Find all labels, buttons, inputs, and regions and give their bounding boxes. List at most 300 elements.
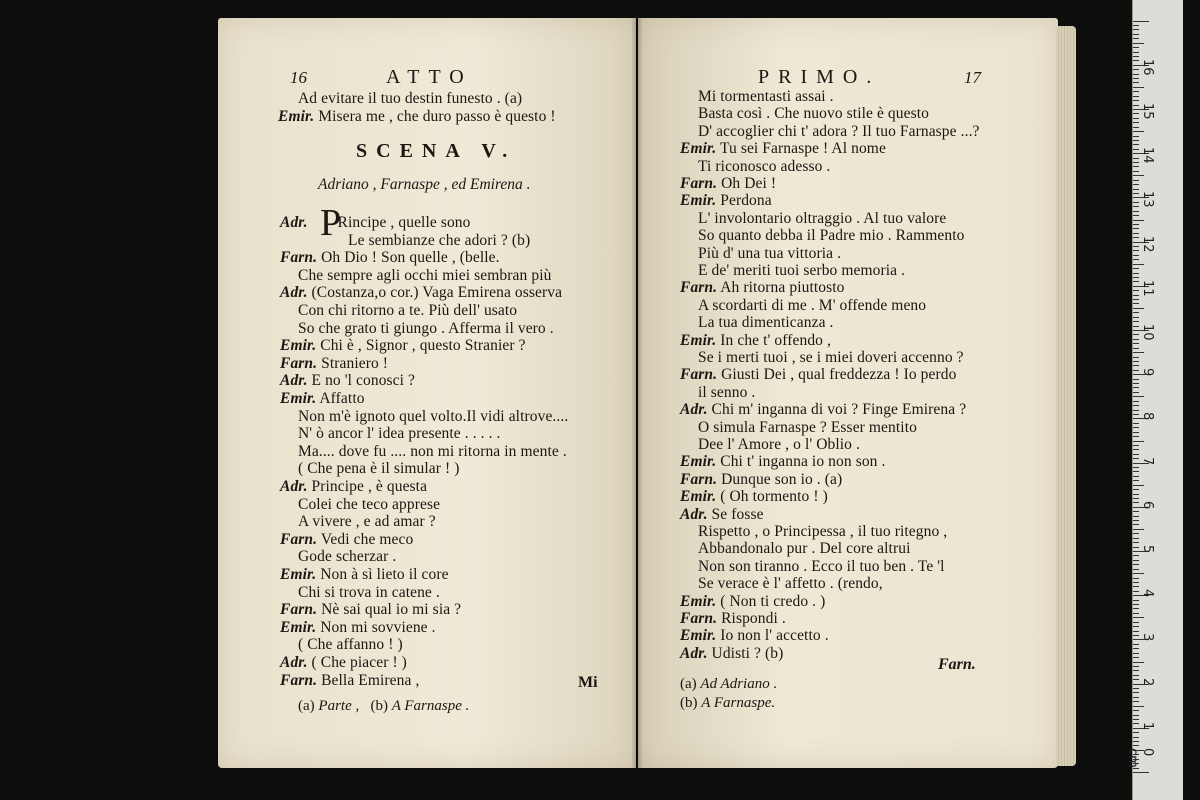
catchword: Mi bbox=[578, 674, 598, 691]
book-gutter bbox=[632, 18, 642, 768]
ruler-tick bbox=[1133, 184, 1139, 185]
speaker-label: Adr. bbox=[680, 401, 708, 419]
verse-text: Abbandonalo pur . Del core altrui bbox=[698, 540, 911, 558]
verse-text: Vedi che meco bbox=[320, 530, 414, 548]
ruler-tick bbox=[1133, 427, 1139, 428]
verse-text: ( Che piacer ! ) bbox=[311, 654, 407, 671]
text-line bbox=[280, 619, 436, 637]
ruler-tick bbox=[1133, 410, 1139, 411]
text-line bbox=[698, 105, 929, 123]
ruler-tick bbox=[1133, 250, 1139, 251]
ruler-number: 16 bbox=[1140, 58, 1155, 76]
ruler-tick bbox=[1133, 56, 1139, 57]
speaker-label: Adr. bbox=[280, 478, 308, 495]
ruler-tick bbox=[1133, 670, 1139, 671]
text-line bbox=[298, 425, 501, 443]
speaker-label: Adr. bbox=[280, 284, 308, 302]
ruler-tick bbox=[1133, 233, 1139, 234]
speaker-label: Farn. bbox=[680, 470, 718, 488]
speaker-label: Emir. bbox=[680, 488, 717, 506]
ruler-tick bbox=[1133, 47, 1139, 48]
ruler-tick bbox=[1133, 445, 1139, 446]
ruler-tick bbox=[1133, 321, 1139, 322]
verse-text: ( Che pena è il simular ! ) bbox=[298, 460, 460, 478]
ruler-tick bbox=[1133, 613, 1139, 614]
ruler-tick bbox=[1133, 622, 1139, 623]
page-number: 17 bbox=[964, 68, 981, 87]
ruler-tick bbox=[1133, 295, 1139, 296]
speaker-label: Farn. bbox=[680, 366, 718, 384]
ruler-tick bbox=[1133, 533, 1139, 534]
ruler-tick bbox=[1133, 662, 1144, 663]
ruler-tick bbox=[1133, 118, 1139, 119]
ruler-tick bbox=[1133, 591, 1139, 592]
ruler-tick bbox=[1133, 732, 1139, 733]
ruler-tick bbox=[1133, 423, 1139, 424]
ruler-tick bbox=[1133, 441, 1144, 442]
scene-characters: Adriano , Farnaspe , ed Emirena . bbox=[318, 176, 531, 193]
speaker-label: Emir. bbox=[680, 453, 717, 471]
ruler-tick bbox=[1133, 578, 1139, 579]
text-line bbox=[698, 227, 965, 245]
ruler-tick bbox=[1133, 723, 1139, 724]
text-line bbox=[280, 566, 449, 584]
text-line bbox=[698, 297, 926, 315]
text-line bbox=[680, 279, 845, 297]
ruler-tick bbox=[1133, 69, 1139, 70]
ruler-tick bbox=[1133, 38, 1139, 39]
drop-cap: P bbox=[320, 202, 342, 244]
verse-text: Ti riconosco adesso . bbox=[698, 157, 831, 175]
ruler-tick bbox=[1133, 569, 1139, 570]
text-line bbox=[680, 488, 828, 506]
measuring-ruler bbox=[1125, 0, 1183, 800]
ruler-tick bbox=[1133, 688, 1139, 689]
right-page bbox=[638, 18, 1058, 768]
ruler-tick bbox=[1133, 113, 1139, 114]
text-line bbox=[298, 408, 568, 426]
speaker-label: Farn. bbox=[280, 354, 318, 372]
scene-title: SCENA V. bbox=[356, 140, 517, 162]
text-line bbox=[698, 210, 946, 228]
ruler-number: 13 bbox=[1140, 191, 1155, 208]
ruler-tick bbox=[1133, 586, 1139, 587]
ruler-tick bbox=[1133, 675, 1139, 676]
verse-text: Mi tormentasti assai . bbox=[698, 88, 834, 105]
ruler-tick bbox=[1133, 259, 1139, 260]
ruler-tick bbox=[1133, 166, 1139, 167]
ruler-tick bbox=[1133, 334, 1139, 335]
text-line bbox=[680, 593, 825, 611]
verse-text: Nè sai qual io mi sia ? bbox=[321, 601, 462, 619]
ruler-tick bbox=[1133, 246, 1139, 247]
verse-text: Non son tiranno . Ecco il tuo ben . Te 'l bbox=[698, 557, 945, 575]
speaker-label: Adr. bbox=[280, 372, 308, 390]
ruler-number: 14 bbox=[1140, 147, 1155, 164]
speaker-label: Emir. bbox=[680, 331, 717, 349]
ruler-tick bbox=[1133, 264, 1144, 265]
verse-text: N' ò ancor l' idea presente . . . . . bbox=[298, 425, 501, 443]
ruler-tick bbox=[1133, 582, 1139, 583]
ruler-tick bbox=[1133, 357, 1139, 358]
verse-text: E no 'l conosci ? bbox=[311, 372, 416, 390]
text-line bbox=[298, 320, 554, 338]
ruler-tick bbox=[1133, 511, 1139, 512]
text-line bbox=[698, 558, 945, 576]
verse-text: Dee l' Amore , o l' Oblio . bbox=[698, 436, 860, 453]
speaker-label: Farn. bbox=[680, 610, 718, 627]
ruler-tick bbox=[1133, 604, 1139, 605]
ruler-tick bbox=[1133, 189, 1139, 190]
text-line bbox=[280, 249, 500, 267]
verse-text: Chi t' inganna io non son . bbox=[720, 453, 886, 471]
ruler-tick bbox=[1133, 34, 1139, 35]
ruler-tick bbox=[1133, 608, 1139, 609]
verse-text: Ah ritorna piuttosto bbox=[720, 279, 845, 297]
ruler-tick bbox=[1133, 715, 1139, 716]
text-line bbox=[698, 436, 860, 454]
verse-text: O simula Farnaspe ? Esser mentito bbox=[698, 418, 917, 436]
verse-text: L' involontario oltraggio . Al tuo valore bbox=[698, 209, 947, 227]
verse-text: Rincipe , quelle sono bbox=[337, 214, 471, 231]
verse-text: D' accoglier chi t' adora ? Il tuo Farnaspe ...? bbox=[698, 122, 980, 140]
speaker-label: Emir. bbox=[280, 337, 317, 355]
text-line bbox=[698, 540, 910, 558]
verse-text: So che grato ti giungo . Afferma il vero . bbox=[298, 319, 554, 337]
ruler-tick bbox=[1133, 361, 1139, 362]
text-line bbox=[698, 349, 964, 367]
verse-text: E de' meriti tuoi serbo memoria . bbox=[698, 262, 906, 279]
verse-text: Oh Dei ! bbox=[721, 175, 777, 192]
ruler-tick bbox=[1133, 379, 1139, 380]
verse-text: So quanto debba il Padre mio . Rammento bbox=[698, 227, 965, 245]
ruler-tick bbox=[1133, 644, 1139, 645]
verse-text: Che sempre agli occhi miei sembran più bbox=[298, 266, 552, 284]
ruler-tick bbox=[1133, 268, 1139, 269]
ruler-tick bbox=[1133, 171, 1139, 172]
text-line bbox=[280, 654, 407, 672]
verse-text: Non mi sovviene . bbox=[320, 618, 436, 636]
verse-text: Se fosse bbox=[711, 505, 764, 523]
ruler-tick bbox=[1133, 635, 1139, 636]
text-line bbox=[680, 610, 786, 628]
ruler-tick bbox=[1133, 149, 1139, 150]
speaker-label: Adr. bbox=[280, 654, 308, 671]
text-line bbox=[698, 158, 830, 176]
text-line bbox=[280, 390, 365, 408]
verse-text: Affatto bbox=[319, 390, 365, 407]
ruler-tick bbox=[1133, 392, 1139, 393]
verse-text: Colei che teco apprese bbox=[298, 495, 441, 513]
ruler-tick bbox=[1133, 564, 1139, 565]
ruler-tick bbox=[1133, 648, 1139, 649]
ruler-number: 1 bbox=[1140, 721, 1155, 731]
speaker-label: Emir. bbox=[680, 192, 717, 210]
verse-text: Chi m' inganna di voi ? Finge Emirena ? bbox=[711, 401, 967, 419]
text-line bbox=[680, 627, 829, 645]
ruler-tick bbox=[1133, 436, 1139, 437]
footnote: (a) Ad Adriano . bbox=[680, 676, 778, 692]
ruler-tick bbox=[1133, 737, 1139, 738]
speaker-label: Farn. bbox=[680, 175, 718, 192]
text-line: Ad evitare il tuo destin funesto . (a) bbox=[298, 90, 523, 107]
speaker-label: Emir. bbox=[680, 140, 717, 158]
ruler-tick bbox=[1133, 697, 1139, 698]
ruler-number: 2 bbox=[1140, 677, 1155, 686]
text-line bbox=[680, 175, 776, 193]
verse-text: A scordarti di me . M' offende meno bbox=[698, 296, 927, 314]
verse-text: ( Che affanno ! ) bbox=[298, 636, 403, 654]
ruler-tick bbox=[1133, 396, 1144, 397]
ruler-number: 7 bbox=[1140, 456, 1155, 465]
ruler-tick bbox=[1133, 273, 1139, 274]
ruler-tick bbox=[1133, 524, 1139, 525]
ruler-tick bbox=[1133, 547, 1139, 548]
text-line bbox=[680, 506, 764, 524]
ruler-tick bbox=[1133, 281, 1139, 282]
text-line bbox=[298, 496, 440, 514]
ruler-tick bbox=[1133, 476, 1139, 477]
text-line bbox=[280, 337, 526, 355]
ruler-tick bbox=[1133, 224, 1139, 225]
ruler-number: 9 bbox=[1140, 368, 1155, 377]
verse-text: Bella Emirena , bbox=[321, 671, 420, 689]
verse-text: Straniero ! bbox=[321, 354, 389, 372]
ruler-number: 5 bbox=[1140, 545, 1155, 554]
ruler-number: 6 bbox=[1140, 500, 1155, 510]
ruler-tick bbox=[1133, 352, 1144, 353]
text-line bbox=[698, 419, 917, 437]
speaker-label: Farn. bbox=[280, 671, 318, 689]
verse-text: In che t' offendo , bbox=[720, 331, 831, 349]
ruler-tick bbox=[1133, 43, 1144, 44]
text-line bbox=[698, 245, 841, 263]
ruler-tick bbox=[1133, 401, 1139, 402]
ruler-tick bbox=[1133, 498, 1139, 499]
verse-text: ( Non ti credo . ) bbox=[720, 592, 826, 610]
ruler-tick bbox=[1133, 193, 1139, 194]
text-line bbox=[698, 523, 947, 541]
ruler-tick bbox=[1133, 502, 1139, 503]
verse-text: Se verace è l' affetto . (rendo, bbox=[698, 575, 883, 593]
ruler-tick bbox=[1133, 206, 1139, 207]
ruler-number: 12 bbox=[1140, 235, 1155, 253]
ruler-tick bbox=[1133, 74, 1139, 75]
speaker-label: Emir. bbox=[680, 627, 717, 645]
text-line bbox=[298, 460, 460, 478]
verse-text: Non m'è ignoto quel volto.Il vidi altrove.... bbox=[298, 407, 569, 425]
speaker-label: Emir. bbox=[680, 592, 717, 610]
ruler-tick bbox=[1133, 449, 1139, 450]
text-line bbox=[680, 401, 966, 419]
ruler-tick bbox=[1133, 692, 1139, 693]
ruler-tick bbox=[1133, 339, 1139, 340]
text-line bbox=[298, 513, 436, 531]
ruler-tick bbox=[1133, 719, 1139, 720]
ruler-tick bbox=[1133, 387, 1139, 388]
verse-text: Rispondi . bbox=[721, 610, 786, 627]
ruler-tick bbox=[1133, 175, 1144, 176]
ruler-tick bbox=[1133, 405, 1139, 406]
footnote: (a) Parte , (b) A Farnaspe . bbox=[298, 698, 470, 714]
ruler-number: 4 bbox=[1140, 589, 1155, 598]
text-line: Emir. Misera me , che duro passo è questo ! bbox=[278, 108, 556, 125]
text-line bbox=[280, 372, 415, 390]
text-line bbox=[680, 453, 885, 471]
verse-text: (Costanza,o cor.) Vaga Emirena osserva bbox=[311, 284, 563, 302]
ruler-tick bbox=[1133, 370, 1139, 371]
text-line bbox=[680, 366, 956, 384]
verse-text: Con chi ritorno a te. Più dell' usato bbox=[298, 302, 518, 319]
text-line bbox=[680, 192, 772, 210]
ruler-tick bbox=[1133, 277, 1139, 278]
ruler-tick bbox=[1133, 489, 1139, 490]
ruler-tick bbox=[1133, 653, 1139, 654]
text-line bbox=[698, 314, 834, 332]
speaker-label: Farn. bbox=[280, 249, 318, 267]
ruler-tick bbox=[1133, 52, 1139, 53]
verse-text: La tua dimenticanza . bbox=[698, 314, 834, 332]
ruler-tick bbox=[1133, 679, 1139, 680]
text-line bbox=[280, 284, 562, 302]
ruler-tick bbox=[1133, 87, 1144, 88]
text-line bbox=[280, 214, 471, 232]
ruler-tick bbox=[1133, 480, 1139, 481]
text-line bbox=[280, 601, 461, 619]
text-line bbox=[298, 636, 403, 654]
ruler-tick bbox=[1133, 326, 1139, 327]
speaker-label: Farn. bbox=[280, 601, 318, 619]
verse-text: il senno . bbox=[698, 383, 756, 401]
ruler-tick bbox=[1133, 127, 1139, 128]
ruler-tick bbox=[1133, 60, 1139, 61]
verse-text: Ma.... dove fu .... non mi ritorna in mente . bbox=[298, 442, 567, 460]
text-line bbox=[680, 471, 842, 489]
text-line bbox=[298, 267, 551, 285]
verse-text: Basta così . Che nuovo stile è questo bbox=[698, 105, 930, 123]
ruler-tick bbox=[1133, 180, 1139, 181]
ruler-tick bbox=[1133, 140, 1139, 141]
footnote: (b) A Farnaspe. bbox=[680, 695, 776, 711]
ruler-tick bbox=[1133, 701, 1139, 702]
ruler-tick bbox=[1133, 29, 1139, 30]
ruler-tick bbox=[1133, 617, 1144, 618]
verse-text: ( Oh tormento ! ) bbox=[720, 488, 828, 506]
catchword: Farn. bbox=[938, 656, 976, 673]
ruler-tick bbox=[1133, 365, 1139, 366]
speaker-label: Adr. bbox=[280, 214, 308, 231]
text-line bbox=[680, 645, 783, 663]
ruler-tick bbox=[1133, 454, 1139, 455]
ruler-tick bbox=[1133, 303, 1139, 304]
ruler-tick bbox=[1133, 414, 1139, 415]
verse-text: Perdona bbox=[720, 192, 772, 210]
ruler-tick bbox=[1133, 538, 1139, 539]
ruler-tick bbox=[1133, 215, 1139, 216]
left-page bbox=[218, 18, 636, 768]
ruler-tick bbox=[1133, 432, 1139, 433]
ruler-tick bbox=[1133, 312, 1139, 313]
verse-text: Oh Dio ! Son quelle , (belle. bbox=[321, 249, 500, 267]
ruler-tick bbox=[1133, 600, 1139, 601]
ruler-tick bbox=[1133, 237, 1139, 238]
ruler-tick bbox=[1133, 573, 1144, 574]
text-line bbox=[280, 355, 388, 373]
text-line bbox=[348, 232, 530, 250]
ruler-tick bbox=[1133, 516, 1139, 517]
ruler-tick bbox=[1133, 343, 1139, 344]
page-edges bbox=[1056, 26, 1076, 766]
text-line bbox=[280, 672, 419, 690]
text-line bbox=[298, 584, 440, 602]
ruler-tick bbox=[1133, 220, 1144, 221]
verse-text: Tu sei Farnaspe ! Al nome bbox=[719, 140, 886, 158]
verse-text: Udisti ? (b) bbox=[711, 644, 784, 662]
ruler-tick bbox=[1133, 105, 1139, 106]
ruler-tick bbox=[1133, 471, 1139, 472]
ruler-number: 15 bbox=[1140, 103, 1155, 120]
ruler-tick bbox=[1133, 144, 1139, 145]
ruler-tick bbox=[1133, 529, 1144, 530]
ruler-tick bbox=[1133, 91, 1139, 92]
text-line bbox=[698, 262, 905, 280]
ruler-tick bbox=[1133, 122, 1139, 123]
ruler-tick bbox=[1133, 666, 1139, 667]
ruler-tick bbox=[1133, 136, 1139, 137]
ruler-tick bbox=[1133, 467, 1139, 468]
ruler-tick bbox=[1133, 348, 1139, 349]
verse-text: Le sembianze che adori ? (b) bbox=[348, 231, 531, 249]
text-line bbox=[280, 531, 413, 549]
ruler-tick bbox=[1133, 485, 1144, 486]
speaker-label: Farn. bbox=[680, 279, 718, 297]
ruler-unit-label: 0 cm bbox=[1125, 748, 1155, 768]
text-line bbox=[698, 384, 755, 402]
ruler-tick bbox=[1133, 710, 1139, 711]
ruler-tick bbox=[1133, 162, 1139, 163]
ruler-tick bbox=[1133, 741, 1139, 742]
ruler-tick bbox=[1133, 631, 1139, 632]
ruler-number: 3 bbox=[1140, 633, 1155, 642]
ruler-tick bbox=[1133, 290, 1139, 291]
verse-text: Chi si trova in catene . bbox=[298, 583, 440, 601]
ruler-tick bbox=[1133, 520, 1139, 521]
speaker-label: Farn. bbox=[280, 530, 318, 548]
ruler-number: 11 bbox=[1140, 279, 1155, 297]
verse-text: Giusti Dei , qual freddezza ! Io perdo bbox=[721, 366, 957, 384]
ruler-tick bbox=[1133, 228, 1139, 229]
speaker-label: Emir. bbox=[280, 566, 317, 583]
ruler-tick bbox=[1133, 25, 1139, 26]
ruler-tick bbox=[1133, 542, 1139, 543]
text-line bbox=[280, 478, 427, 496]
running-head: PRIMO. bbox=[758, 66, 881, 88]
verse-text: Gode scherzar . bbox=[298, 548, 397, 566]
ruler-tick bbox=[1133, 158, 1139, 159]
ruler-tick bbox=[1133, 657, 1139, 658]
verse-text: Dunque son io . (a) bbox=[721, 470, 843, 488]
page-number: 16 bbox=[290, 68, 307, 87]
open-book bbox=[218, 18, 1076, 778]
speaker-label: Adr. bbox=[680, 644, 708, 662]
speaker-label: Emir. bbox=[280, 390, 317, 407]
ruler-tick bbox=[1133, 458, 1139, 459]
ruler-tick bbox=[1133, 131, 1144, 132]
ruler-tick bbox=[1133, 21, 1149, 22]
ruler-tick bbox=[1133, 299, 1139, 300]
verse-text: Non à sì lieto il core bbox=[320, 566, 449, 583]
text-line bbox=[298, 302, 517, 320]
